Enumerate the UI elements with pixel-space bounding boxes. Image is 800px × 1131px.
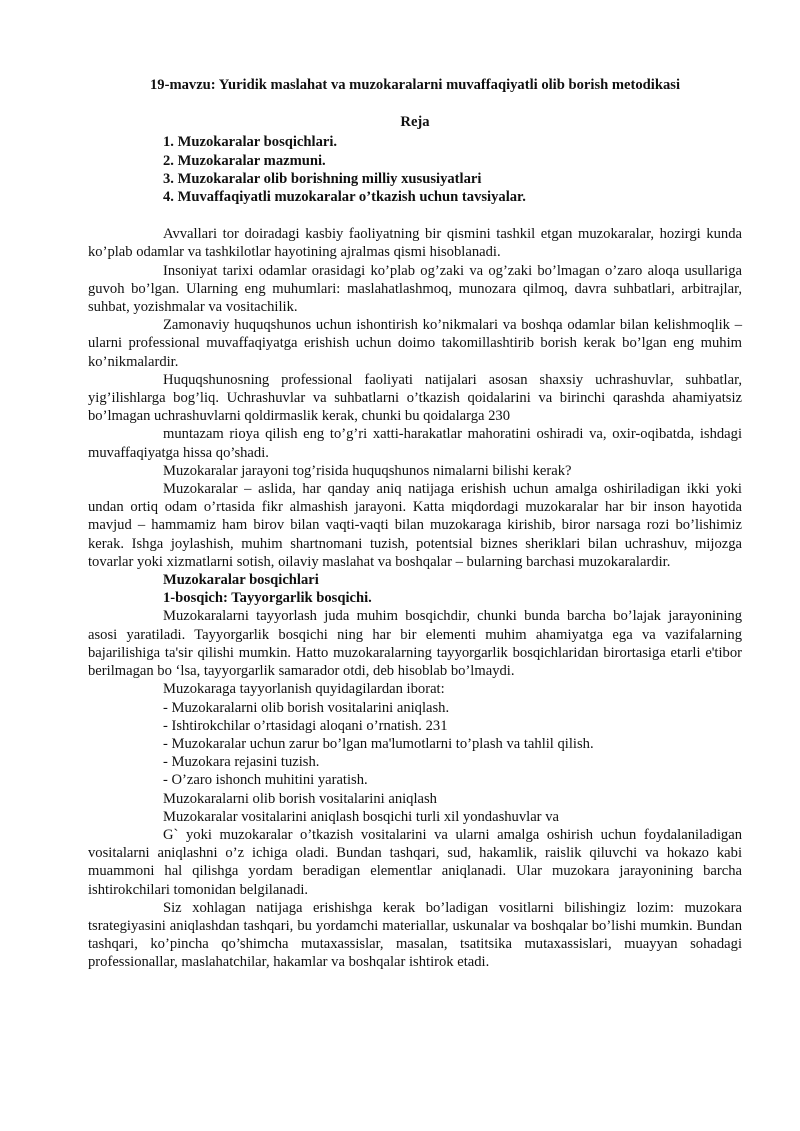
paragraph: Avvallari tor doiradagi kasbiy faoliyatning bir qismini tashkil etgan muzokaralar, hozirgi kunda ko’plab odamlar va tashkilotlar hayotining ajralmas qismi hisoblanadi.	[88, 226, 742, 261]
paragraph: G` yoki muzokaralar o’tkazish vositalarini va ularni amalga oshirish uchun foydalaniladigan vositalarni aniqlashni o’z ichiga oladi. Bundan tashqari, sud, hakamlik, raislik qiluvchi va hokazo kabi muammoni hal qilishga yordam beradigan elementlar aniqlanadi. Ular muzokara jarayonining barcha ishtirokchilari tomonidan belgilanadi.	[88, 826, 742, 898]
text-line: Muzokaralarni olib borish vositalarini aniqlash	[163, 790, 437, 807]
text-line: - Ishtirokchilar o’rtasidagi aloqani o’rnatish. 231	[163, 717, 448, 734]
paragraph: Zamonaviy huquqshunos uchun ishontirish ko’nikmalari va boshqa odamlar bilan kelishmoqlik – ularni professional muvaffaqiyatga erishish uchun doimo takomillashtirib borish kerak bo’lgan eng muhim ko’nikmalardir.	[88, 317, 742, 370]
paragraph: Siz xohlagan natijaga erishishga kerak bo’ladigan vositlarni bilishingiz lozim: muzokara tsrategiyasini aniqlashdan tashqari, bu yordamchi materiallar, uskunalar va boshqalar bo’lishi mumkin. Bundan tashqari, ko’pincha qo’shimcha mutaxassislar, masalan, tsatitsika mutaxassislari, muayyan sohadagi professionallar, maslahatchilar, hakamlar va boshqalar ishtirok etadi.	[88, 899, 742, 971]
text-line: Muzokaralar vositalarini aniqlash bosqichi turli xil yondashuvlar va	[163, 808, 559, 825]
section-heading: Muzokaralar bosqichlari	[163, 572, 319, 589]
paragraph: Muzokaralar – aslida, har qanday aniq natijaga erishish uchun amalga oshiriladigan ikki yoki undan ortiq odam o’rtasida fikr almashish jarayoni. Katta miqdordagi muzokaralar har bir inson hayotida mavjud – hammamiz ham birov bilan vaqti-vaqti bilan muzokaraga kirishib, biror narsaga rozi bo’lishimiz kerak. Ishga joylashish, muhim shartnomani tuzish, potentsial biznes sheriklari bilan uchrashuv, mijozga tovarlar yoki xizmatlarni sotish, oilaviy maslahat va boshqalar – bularning barchasi muzokaralardir.	[88, 481, 742, 570]
text-line: - O’zaro ishonch muhitini yaratish.	[163, 772, 368, 789]
plan-list	[88, 133, 742, 206]
paragraph: Muzokaralarni tayyorlash juda muhim bosqichdir, chunki bunda barcha bo’lajak jarayonining asosi yaratiladi. Tayyorgarlik bosqichi ning har bir elementi muhim ahamiyatga ega va vazifalarning bajarilishiga ta'sir qilishi mumkin. Hatto muzokaralarning tayyorgarlik bosqichlaridan birortasiga etarli e'tibor berilmagan bo ‘lsa, tayyorgarlik samarador otdi, deb hisoblab bo’lmaydi.	[88, 608, 742, 680]
document-body	[88, 225, 742, 971]
text-line: Muzokaraga tayyorlanish quyidagilardan iborat:	[163, 681, 445, 698]
paragraph: Insoniyat tarixi odamlar orasidagi ko’plab og’zaki va og’zaki bo’lmagan o’zaro aloqa usullariga guvoh bo’lgan. Ularning eng muhumlari: maslahatlashmoq, munozara qilmoq, davra suhbatlari, arbitrajlar, suhbat, yozishmalar va vositachilik.	[88, 262, 742, 316]
paragraph: muntazam rioya qilish eng to’g’ri xatti-harakatlar mahoratini oshiradi va, oxir-oqibatda, ishdagi muvaffaqiyatga hissa qo’shadi.	[88, 426, 742, 461]
text-line: - Muzokaralarni olib borish vositalarini aniqlash.	[163, 699, 450, 716]
paragraph: Muzokaralar jarayoni tog’risida huquqshunos nimalarni bilishi kerak?	[163, 462, 572, 479]
plan-item: 2. Muzokaralar mazmuni.	[163, 152, 326, 169]
section-heading: 1-bosqich: Tayyorgarlik bosqichi.	[163, 590, 372, 607]
plan-item: 4. Muvaffaqiyatli muzokaralar o’tkazish uchun tavsiyalar.	[163, 189, 526, 206]
text-line: - Muzokara rejasini tuzish.	[163, 754, 320, 771]
paragraph: Huquqshunosning professional faoliyati natijalari asosan shaxsiy uchrashuvlar, suhbatlar, yig’ilishlarga bog’liq. Uchrashuvlar va suhbatlarni o’tkazish qoidalarini va birinchi qarashda ahamiyatsiz bo’lmagan uchrashuvlarni qoldirmaslik kerak, chunki bu qoidalarga 230	[88, 371, 742, 425]
text-line: - Muzokaralar uchun zarur bo’lgan ma'lumotlarni to’plash va tahlil qilish.	[163, 735, 594, 752]
plan-heading: Reja	[400, 114, 430, 131]
plan-item: 3. Muzokaralar olib borishning milliy xususiyatlari	[163, 170, 482, 187]
document-title: 19-mavzu: Yuridik maslahat va muzokaralarni muvaffaqiyatli olib borish metodikasi	[149, 77, 680, 93]
plan-item: 1. Muzokaralar bosqichlari.	[163, 134, 338, 151]
